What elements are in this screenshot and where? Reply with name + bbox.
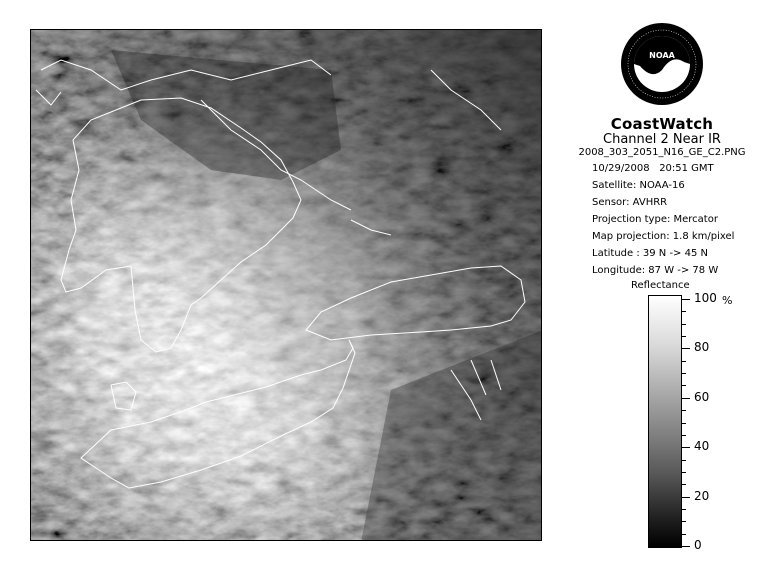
colorbar-major-tick (682, 546, 690, 547)
map-projection: Map projection: 1.8 km/pixel (592, 231, 735, 242)
colorbar-minor-tick (682, 361, 686, 362)
colorbar-tick-label: 0 (694, 538, 702, 552)
colorbar-minor-tick (682, 534, 686, 535)
colorbar-minor-tick (682, 324, 686, 325)
colorbar-minor-tick (682, 336, 686, 337)
satellite-image (30, 29, 542, 541)
channel-label: Channel 2 Near IR (603, 132, 721, 147)
colorbar-minor-tick (682, 423, 686, 424)
filename: 2008_303_2051_N16_GE_C2.PNG (578, 147, 746, 158)
colorbar-tick-label: 80 (694, 340, 710, 355)
colorbar-minor-tick (682, 484, 686, 485)
legend-title: Reflectance (631, 280, 690, 291)
reflectance-colorbar (648, 295, 682, 548)
time: 20:51 GMT (659, 163, 714, 174)
colorbar-minor-tick (682, 509, 686, 510)
colorbar-tick-label: 100 (694, 291, 717, 305)
product-title: CoastWatch (610, 115, 714, 133)
logo-text: NOAA (649, 51, 675, 60)
sensor: Sensor: AVHRR (592, 197, 668, 208)
colorbar-minor-tick (682, 410, 686, 411)
date: 10/29/2008 (592, 163, 650, 174)
projection-type: Projection type: Mercator (592, 214, 718, 225)
colorbar-minor-tick (682, 373, 686, 374)
colorbar-tick-label: 40 (694, 439, 710, 454)
colorbar-minor-tick (682, 472, 686, 473)
satellite: Satellite: NOAA-16 (592, 180, 685, 191)
colorbar-major-tick (682, 348, 690, 349)
colorbar-tick-label: 60 (694, 389, 710, 404)
colorbar-minor-tick (682, 385, 686, 386)
date-time (592, 163, 714, 174)
noaa-logo (620, 22, 704, 106)
longitude-range: Longitude: 87 W -> 78 W (592, 265, 719, 276)
unit-label: % (722, 294, 733, 307)
colorbar-tick-label: 20 (694, 488, 710, 503)
colorbar-major-tick (682, 398, 690, 399)
noaa-logo-graphic (620, 22, 704, 106)
colorbar-minor-tick (682, 460, 686, 461)
colorbar-major-tick (682, 497, 690, 498)
reflectance-map (31, 30, 542, 541)
colorbar-major-tick (682, 447, 690, 448)
colorbar-minor-tick (682, 521, 686, 522)
latitude-range: Latitude : 39 N -> 45 N (592, 248, 708, 259)
colorbar-minor-tick (682, 311, 686, 312)
colorbar-minor-tick (682, 435, 686, 436)
colorbar-major-tick (682, 299, 690, 300)
